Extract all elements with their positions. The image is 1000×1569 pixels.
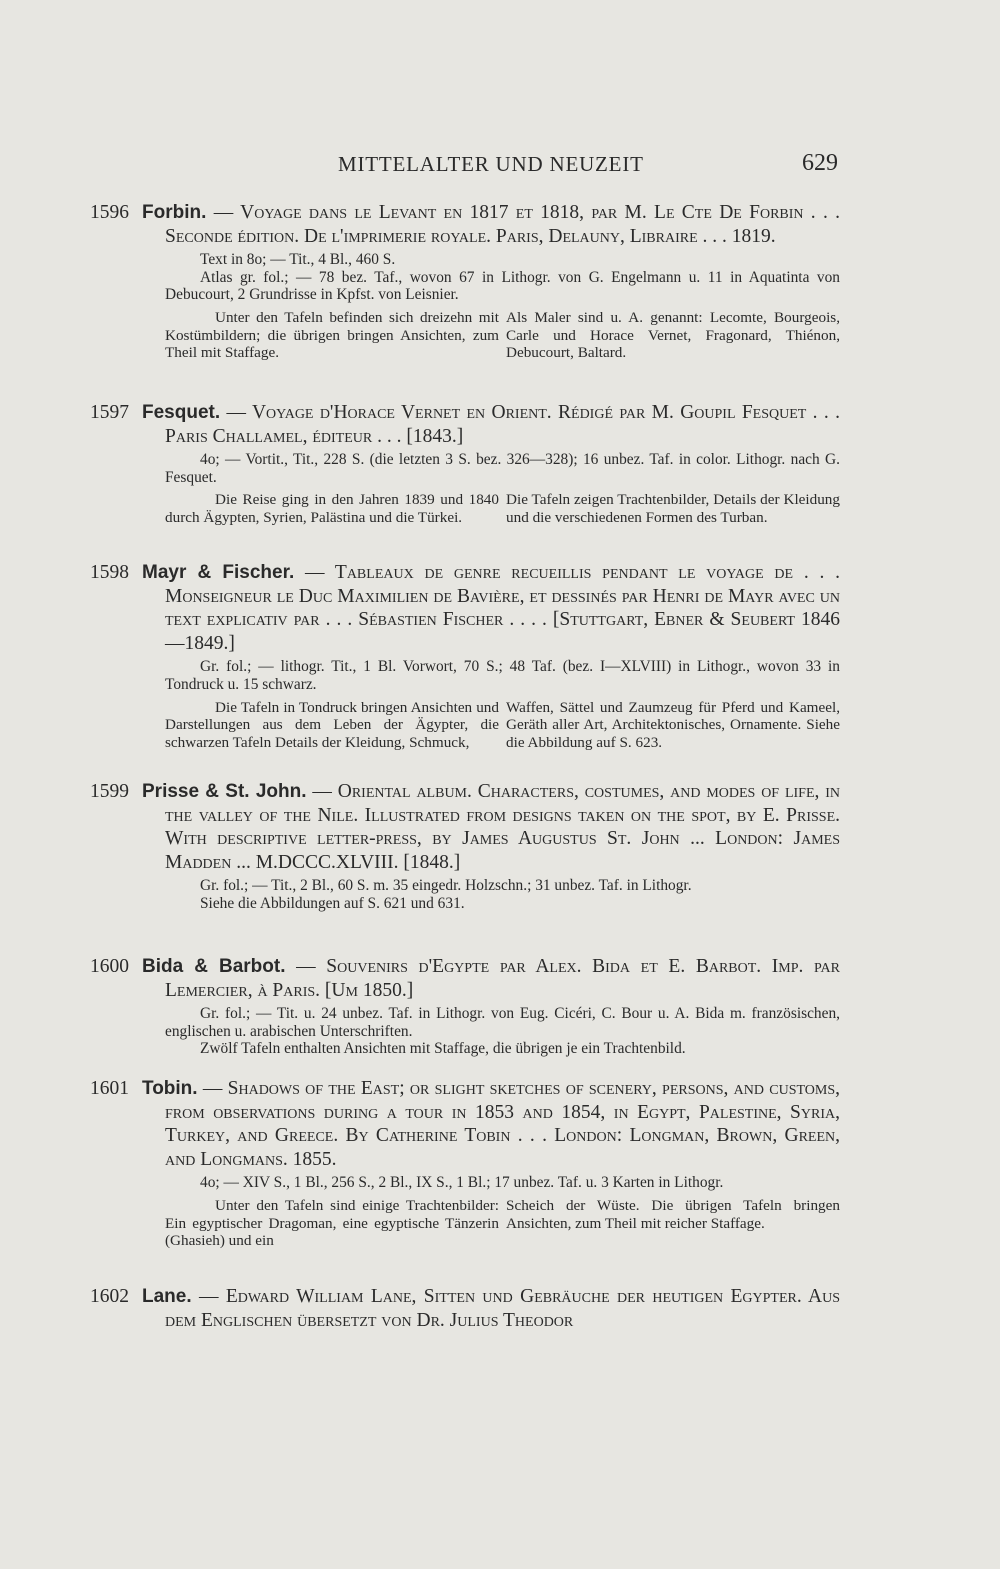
entry-author: Tobin. — [142, 1078, 198, 1099]
entry-note-right — [506, 1197, 840, 1250]
entry-note-left — [165, 309, 499, 362]
entry-desc-line: Gr. fol.; — Tit., 2 Bl., 60 S. m. 35 eingedr. Holzschn.; 31 unbez. Taf. in Lithogr. — [200, 877, 692, 895]
entry-description — [165, 251, 840, 304]
entry-heading — [90, 561, 840, 655]
entry-title: — Tableaux de genre recueillis pendant le voyage de . . . Monseigneur le Duc Maximilien de Bavière, et dessinés par Henri de Mayr avec un text explicativ par . . . Sébastien Fischer . . . . [Stuttgart, Ebner & Seubert 1846—1849.] — [165, 562, 841, 654]
catalog-entry-1600 — [90, 955, 840, 1058]
entry-number: 1601 — [90, 1078, 129, 1099]
entry-desc-line: 4o; — XIV S., 1 Bl., 256 S., 2 Bl., IX S., 1 Bl.; 17 unbez. Taf. u. 3 Karten in Lithogr. — [200, 1174, 724, 1192]
entry-notes — [165, 491, 840, 526]
entry-number: 1599 — [90, 781, 129, 802]
entry-author: Prisse & St. John. — [142, 781, 307, 802]
entry-description — [165, 1174, 840, 1192]
entry-note-left — [165, 491, 499, 526]
entry-author: Lane. — [142, 1286, 192, 1307]
entry-author: Mayr & Fischer. — [142, 562, 295, 583]
running-header — [338, 152, 838, 184]
catalog-entry-1596 — [90, 201, 840, 362]
entry-title: — Voyage dans le Levant en 1817 et 1818, par M. Le Cte De Forbin . . . Seconde édition. De l'imprimerie royale. Paris, Delauny, Libraire . . . 1819. — [165, 202, 841, 247]
entry-notes — [165, 309, 840, 362]
entry-notes — [165, 699, 840, 752]
note-text: Die Tafeln zeigen Trachtenbilder, Details der Kleidung und die verschiedenen Formen des Turban. — [506, 491, 840, 526]
note-text: Unter den Tafeln befinden sich dreizehn mit Kostümbildern; die übrigen bringen Ansichten, zum Theil mit Staffage. — [165, 308, 499, 362]
entry-description — [165, 877, 840, 912]
entry-number: 1602 — [90, 1286, 129, 1307]
entry-heading — [90, 955, 840, 1002]
entry-desc-line: Gr. fol.; — Tit. u. 24 unbez. Taf. in Lithogr. von Eug. Cicéri, C. Bour u. A. Bida m. französischen, englischen u. arabischen Unterschriften. — [165, 1005, 840, 1040]
page-number: 629 — [802, 150, 838, 176]
entry-title: — Edward William Lane, Sitten und Gebräuche der heutigen Egypter. Aus dem Englischen übersetzt von Dr. Julius Theodor — [165, 1286, 841, 1331]
entry-description — [165, 451, 840, 486]
entry-heading — [90, 1077, 840, 1171]
running-title: MITTELALTER UND NEUZEIT — [338, 152, 644, 176]
note-text: Scheich der Wüste. Die übrigen Tafeln bringen Ansichten, zum Theil mit reicher Staffage. — [506, 1196, 840, 1232]
entry-note-left — [165, 699, 499, 752]
note-text: Die Tafeln in Tondruck bringen Ansichten und Darstellungen aus dem Leben der Ägypter, die schwarzen Tafeln Details der Kleidung, Schmuck, — [165, 698, 499, 751]
entry-author: Forbin. — [142, 202, 207, 223]
entry-description — [165, 1005, 840, 1058]
entry-author: Fesquet. — [142, 402, 221, 423]
entry-heading — [90, 201, 840, 248]
entry-note-right — [506, 309, 840, 362]
entry-number: 1600 — [90, 956, 129, 977]
entry-heading — [90, 1285, 840, 1332]
entry-heading — [90, 780, 840, 874]
entry-heading — [90, 401, 840, 448]
entry-desc-line: Gr. fol.; — lithogr. Tit., 1 Bl. Vorwort, 70 S.; 48 Taf. (bez. I—XLVIII) in Lithogr., wovon 33 in Tondruck u. 15 schwarz. — [165, 658, 840, 693]
entry-desc-line: Atlas gr. fol.; — 78 bez. Taf., wovon 67 in Lithogr. von G. Engelmann u. 11 in Aquatinta von Debucourt, 2 Grundrisse in Kpfst. von Leisnier. — [165, 268, 840, 304]
entry-number: 1596 — [90, 202, 129, 223]
entry-author: Bida & Barbot. — [142, 956, 286, 977]
note-text: Unter den Tafeln sind einige Trachtenbilder: Ein egyptischer Dragoman, eine egyptische Tänzerin (Ghasieh) und ein — [165, 1196, 499, 1250]
catalog-entry-1599 — [90, 780, 840, 913]
entry-desc-line: Siehe die Abbildungen auf S. 621 und 631. — [200, 894, 465, 912]
entry-note-left — [165, 1197, 499, 1250]
entry-notes — [165, 1197, 840, 1250]
entry-desc-line: Zwölf Tafeln enthalten Ansichten mit Staffage, die übrigen je ein Trachtenbild. — [200, 1040, 686, 1058]
note-text: Waffen, Sättel und Zaumzeug für Pferd und Kameel, Geräth aller Art, Architektonisches, Ornamente. Siehe die Abbildung auf S. 623. — [506, 698, 840, 751]
catalog-entry-1597 — [90, 401, 840, 527]
note-text: Als Maler sind u. A. genannt: Lecomte, Bourgeois, Carle und Horace Vernet, Fragonard, Thiénon, Debucourt, Baltard. — [506, 308, 840, 362]
catalog-entry-1602 — [90, 1285, 840, 1332]
entry-title: — Souvenirs d'Egypte par Alex. Bida et E. Barbot. Imp. par Lemercier, à Paris. [Um 1850.] — [165, 956, 840, 1001]
entry-number: 1597 — [90, 402, 129, 423]
entry-description — [165, 658, 840, 693]
note-text: Die Reise ging in den Jahren 1839 und 1840 durch Ägypten, Syrien, Palästina und die Türkei. — [165, 491, 499, 526]
catalog-entry-1601 — [90, 1077, 840, 1250]
entry-note-right — [506, 699, 840, 752]
entry-note-right — [506, 491, 840, 526]
entry-title: — Oriental album. Characters, costumes, and modes of life, in the valley of the Nile. Illustrated from designs taken on the spot, by E. Prisse. With descriptive letter-press, by James Augustus St. John ... London: James Madden ... M.DCCC.XLVIII. [1848.] — [165, 781, 841, 873]
entry-desc-line: Text in 8o; — Tit., 4 Bl., 460 S. — [200, 251, 396, 269]
entry-title: — Voyage d'Horace Vernet en Orient. Rédigé par M. Goupil Fesquet . . . Paris Challamel, éditeur . . . [1843.] — [165, 402, 840, 447]
entry-title: — Shadows of the East; or slight sketches of scenery, persons, and customs, from observations during a tour in 1853 and 1854, in Egypt, Palestine, Syria, Turkey, and Greece. By Catherine Tobin . . . London: Longman, Brown, Green, and Longmans. 1855. — [165, 1078, 840, 1170]
catalog-entry-1598 — [90, 561, 840, 751]
entry-desc-line: 4o; — Vortit., Tit., 228 S. (die letzten 3 S. bez. 326—328); 16 unbez. Taf. in color. Lithogr. nach G. Fesquet. — [165, 451, 840, 486]
entry-number: 1598 — [90, 562, 129, 583]
